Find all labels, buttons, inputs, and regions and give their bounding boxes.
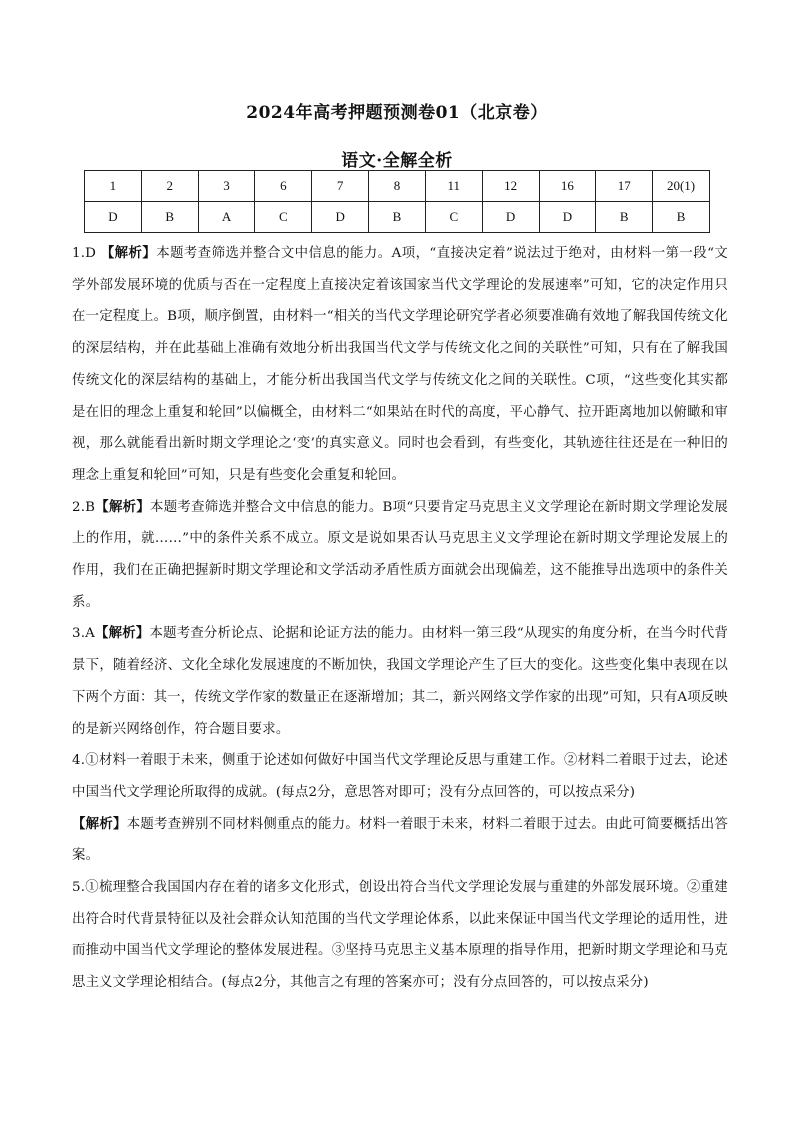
answer-paragraph-5 — [72, 872, 728, 999]
analysis-text: 本题考查辨别不同材料侧重点的能力。材料一着眼于未来，材料二着眼于过去。由此可简要概括出答案。 — [72, 816, 729, 864]
question-prefix: 4. — [72, 753, 86, 769]
answer-text: ①材料一着眼于未来，侧重于论述如何做好中国当代文学理论反思与重建工作。②材料二着眼于过去，论述中国当代文学理论所取得的成就。(每点2分，意思答对即可；没有分点回答的，可以按点采分) — [72, 753, 728, 800]
answer-cell: C — [255, 202, 312, 233]
question-number-cell: 16 — [539, 171, 596, 202]
analysis-text: 本题考查筛选并整合文中信息的能力。A项，“直接决定着”说法过于绝对，由材料一第一段“文学外部发展环境的优质与否在一定程度上直接决定着该国家当代文学理论的发展速率”可知，它的决定作用只在一定程度上。B项，顺序倒置，由材料一“相关的当代文学理论研究学者必须要准确有效地了解我国传统文化的深层结构，并在此基础上准确有效地分析出我国当代文学与传统文化之间的关联性”可知，只有在了解我国传统文化的深层结构的基础上，才能分析出我国当代文学与传统文化之间的关联性。C项，“这些变化其实都是在旧的理念上重复和轮回”以偏概全，由材料二“如果站在时代的高度，平心静气、拉开距离地加以俯瞰和审视，那么就能看出新时期文学理论之‘变’的真实意义。同时也会看到，有些变化，其轨迹往往还是在一种旧的理念上重复和轮回”可知，只是有些变化会重复和轮回。 — [72, 246, 728, 483]
answer-cell: A — [198, 202, 255, 233]
question-number-cell: 11 — [425, 171, 482, 202]
analysis-tag: 【解析】 — [72, 815, 127, 832]
analysis-tag: 【解析】 — [95, 625, 150, 642]
answer-cell: D — [85, 202, 142, 233]
analysis-tag: 【解析】 — [100, 245, 157, 261]
answer-paragraph-4 — [72, 745, 728, 808]
question-number-cell: 8 — [369, 171, 426, 202]
answer-cell: D — [482, 202, 539, 233]
question-number-cell: 6 — [255, 171, 312, 202]
analysis-text: 本题考查筛选并整合文中信息的能力。B项“只要肯定马克思主义文学理论在新时期文学理论发展上的作用，就……”中的条件关系不成立。原文是说如果否认马克思主义文学理论在新时期文学理论发展上的作用，我们在正确把握新时期文学理论和文学活动矛盾性质方面就会出现偏差，这不能推导出选项中的条件关系。 — [72, 499, 728, 610]
question-prefix: 3.A — [72, 626, 96, 642]
question-number-cell: 1 — [85, 171, 142, 202]
document-subtitle: 语文·全解全析 — [341, 151, 453, 171]
answer-text: ①梳理整合我国国内存在着的诸多文化形式，创设出符合当代文学理论发展与重建的外部发展环境。②重建出符合时代背景特征以及社会群众认知范围的当代文学理论体系，以此来保证中国当代文学理论的适用性，进而推动中国当代文学理论的整体发展进程。③坚持马克思主义基本原理的指导作用，把新时期文学理论和马克思主义文学理论相结合。(每点2分，其他言之有理的答案亦可；没有分点回答的，可以按点采分) — [72, 880, 728, 991]
question-prefix: 2.B — [72, 499, 96, 515]
question-number-cell: 2 — [141, 171, 198, 202]
question-prefix: 1.D — [72, 246, 101, 261]
question-number-cell: 17 — [596, 171, 653, 202]
answer-cell: B — [369, 202, 426, 233]
answer-cell: D — [312, 202, 369, 233]
answer-cell: D — [539, 202, 596, 233]
analysis-paragraph-1 — [72, 238, 728, 492]
answer-table-answer-row — [85, 202, 710, 233]
question-number-cell: 20(1) — [653, 171, 710, 202]
answer-cell: B — [596, 202, 653, 233]
analysis-tag: 【解析】 — [95, 498, 151, 515]
answer-cell: B — [653, 202, 710, 233]
answer-cell: C — [425, 202, 482, 233]
analysis-paragraph-3 — [72, 618, 728, 745]
analysis-paragraph-4 — [72, 809, 728, 872]
analysis-body — [72, 238, 728, 999]
question-number-cell: 7 — [312, 171, 369, 202]
answer-table — [84, 170, 710, 233]
document-title: 2024年高考押题预测卷01（北京卷） — [246, 103, 548, 123]
question-prefix: 5. — [72, 880, 86, 896]
question-number-cell: 3 — [198, 171, 255, 202]
analysis-text: 本题考查分析论点、论据和论证方法的能力。由材料一第三段“从现实的角度分析，在当今时代背景下，随着经济、文化全球化发展速度的不断加快，我国文学理论产生了巨大的变化。这些变化集中表现在以下两个方面：其一，传统文学作家的数量正在逐渐增加；其二，新兴网络文学作家的出现”可知，只有A项反映的是新兴网络创作，符合题目要求。 — [72, 626, 728, 737]
answer-cell: B — [141, 202, 198, 233]
question-number-cell: 12 — [482, 171, 539, 202]
answer-table-question-row — [85, 171, 710, 202]
analysis-paragraph-2 — [72, 492, 728, 619]
